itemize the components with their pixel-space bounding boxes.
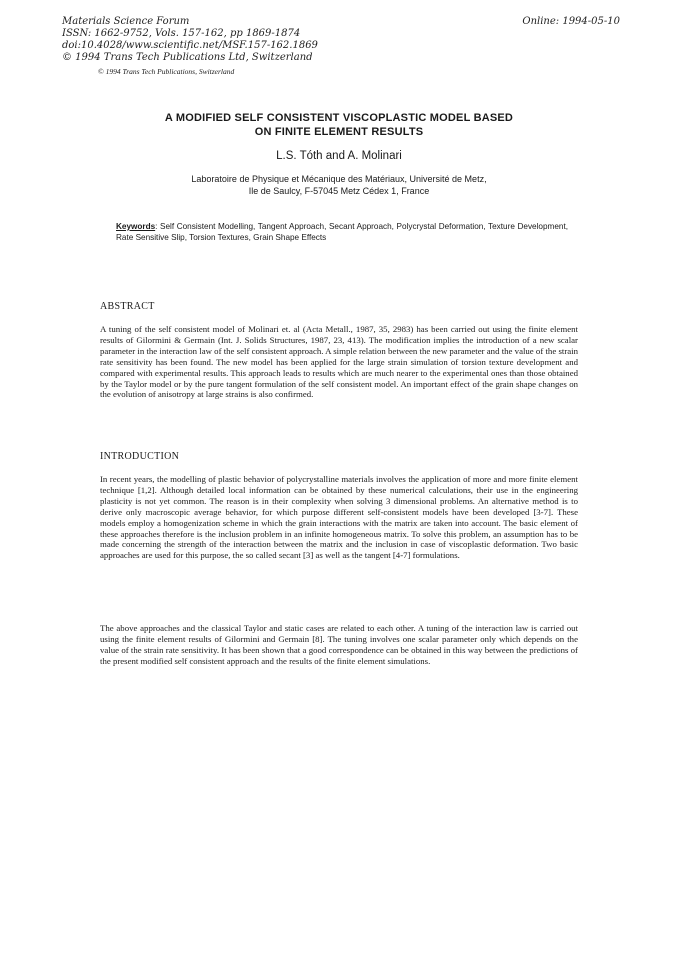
authors: L.S. Tóth and A. Molinari: [276, 150, 402, 162]
keywords-text: : Self Consistent Modelling, Tangent Approach, Secant Approach, Polycrystal Deformation, Texture Development, Rate Sensitive Slip, Torsion Textures, Grain Shape Effects: [116, 222, 568, 242]
title-line-2: ON FINITE ELEMENT RESULTS: [254, 126, 424, 138]
keywords: [116, 221, 568, 243]
online-date: Online: 1994-05-10: [522, 16, 620, 27]
issn-line: ISSN: 1662-9752, Vols. 157-162, pp 1869-1874: [62, 28, 301, 39]
abstract-text: A tuning of the self consistent model of Molinari et. al (Acta Metall., 1987, 35, 2983) has been carried out using the finite element results of Gilormini & Germain (Int. J. Solids Structures, 1987, 23, 413). The modification implies the introduction of a new scalar parameter in the interaction law of the self consistent approach. A simple relation between the new parameter and the value of the strain rate sensitivity has been found. The new model has been applied for the large strain simulation of torsion texture development and compared with experimental results. This approach leads to results which are much nearer to the experimental ones than those obtained by the Taylor model or by the pure tangent formulation of the self consistent model. An important effect of the grain shape changes on the evolution of anisotropy at large strains is also confirmed.: [100, 324, 578, 400]
copyright-small: © 1994 Trans Tech Publications, Switzerland: [98, 67, 235, 76]
publisher-line: © 1994 Trans Tech Publications Ltd, Switzerland: [62, 52, 313, 63]
paper-title: [0, 111, 678, 139]
introduction-paragraph-2: The above approaches and the classical Taylor and static cases are related to each other. A tuning of the interaction law is carried out using the finite element results of Gilormini and Germain [8]. The tuning involves one scalar parameter only which depends on the value of the strain rate sensitivity. It has been shown that a good correspondence can be obtained in this way between the predictions of the present modified self consistent approach and the results of the finite element simulations.: [100, 623, 578, 666]
journal-name: Materials Science Forum: [62, 16, 190, 27]
title-line-1: A MODIFIED SELF CONSISTENT VISCOPLASTIC MODEL BASED: [164, 112, 514, 124]
abstract-heading: ABSTRACT: [100, 301, 155, 312]
affiliation-line-2: Ile de Saulcy, F-57045 Metz Cédex 1, France: [248, 186, 430, 196]
introduction-paragraph-1: In recent years, the modelling of plastic behavior of polycrystalline materials involves the application of more and more finite element technique [1,2]. Although detailed local information can be obtained by these numerical calculations, their use in the engineering plasticity is not yet common. The reason is in their complexity when solving 3 dimensional problems. An alternative method is to derive only macroscopic average behavior, for which purpose different self-consistent models have been developed [3-7]. These models employ a homogenization scheme in which the grain interactions with the matrix are taken into account. The basic element of these approaches therefore is the inclusion problem in an infinite homogeneous matrix. To solve this problem, an assumption has to be made concerning the strength of the interaction between the matrix and the inclusion in case of viscoplastic deformation. Two basic approaches are used for this purpose, the so called secant [3] as well as the tangent [4-7] formulations.: [100, 474, 578, 561]
affiliation: [0, 173, 678, 197]
affiliation-line-1: Laboratoire de Physique et Mécanique des Matériaux, Université de Metz,: [191, 174, 487, 184]
introduction-heading: INTRODUCTION: [100, 451, 180, 462]
journal-header: [62, 16, 318, 64]
keywords-label: Keywords: [116, 222, 156, 231]
doi-line[interactable]: doi:10.4028/www.scientific.net/MSF.157-162.1869: [62, 40, 318, 51]
